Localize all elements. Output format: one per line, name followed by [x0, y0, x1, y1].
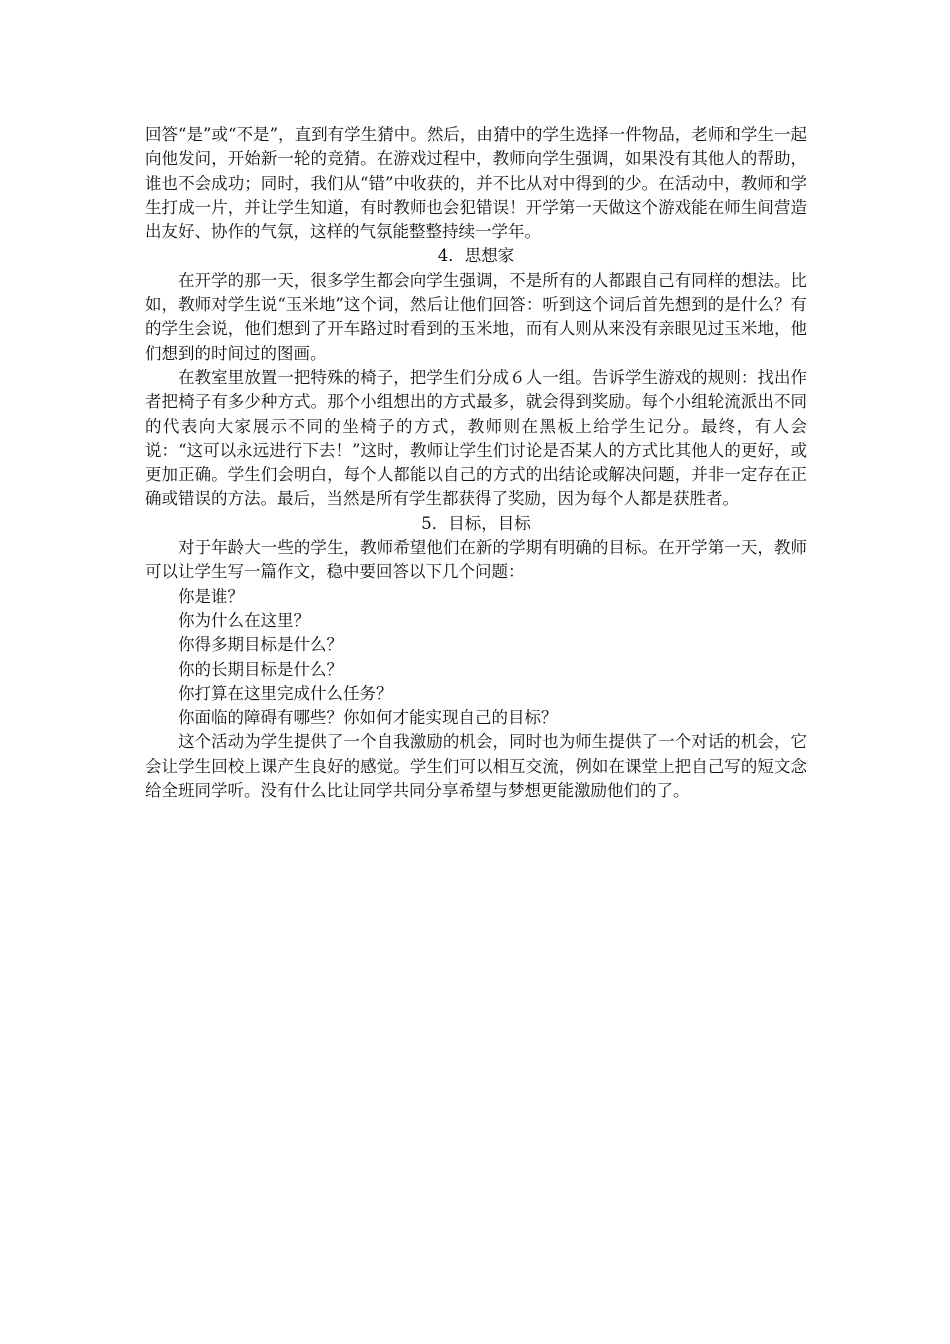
section-heading-goals: 5．目标，目标	[421, 513, 531, 533]
paragraph-goals-intro: 对于年龄大一些的学生，教师希望他们在新的学期有明确的目标。在开学第一天，教师可以让学生写一篇作文，稳中要回答以下几个问题：	[145, 538, 807, 582]
question-why-here: 你为什么在这里？	[178, 610, 310, 630]
paragraph-activity-benefit: 这个活动为学生提供了一个自我激励的机会，同时也为师生提供了一个对话的机会，它会让学生回校上课产生良好的感觉。学生们可以相互交流，例如在课堂上把自己写的短文念给全班同学听。没有什么比让同学共同分享希望与梦想更能激励他们的了。	[145, 732, 807, 801]
document-page	[145, 123, 807, 803]
question-long-term-goal: 你的长期目标是什么？	[178, 659, 343, 679]
question-tasks: 你打算在这里完成什么任务？	[178, 683, 393, 703]
paragraph-thinker-intro: 在开学的那一天，很多学生都会向学生强调，不是所有的人都跟自己有同样的想法。比如，教师对学生说“玉米地”这个词，然后让他们回答：听到这个词后首先想到的是什么？有的学生会说，他们想到了开车路过时看到的玉米地，而有人则从来没有亲眼见过玉米地，他们想到的时间过的图画。	[145, 270, 807, 363]
question-short-term-goal: 你得多期目标是什么？	[178, 635, 343, 655]
question-who-are-you: 你是谁？	[178, 586, 244, 606]
section-heading-thinker: 4．思想家	[437, 246, 515, 266]
paragraph-special-chair-game: 在教室里放置一把特殊的椅子，把学生们分成６人一组。告诉学生游戏的规则：找出作者把椅子有多少种方式。那个小组想出的方式最多，就会得到奖励。每个小组轮流派出不同的代表向大家展示不同的坐椅子的方式，教师则在黑板上给学生记分。最终，有人会说：“这可以永远进行下去！”这时，教师让学生们讨论是否某人的方式比其他人的更好，或更加正确。学生们会明白，每个人都能以自己的方式的出结论或解决问题，并非一定存在正确或错误的方法。最后，当然是所有学生都获得了奖励，因为每个人都是获胜者。	[145, 367, 807, 509]
question-obstacles: 你面临的障碍有哪些？你如何才能实现自己的目标？	[178, 708, 558, 728]
paragraph-game-continuation: 回答“是”或“不是”，直到有学生猜中。然后，由猜中的学生选择一件物品，老师和学生一起向他发问，开始新一轮的竞猜。在游戏过程中，教师向学生强调，如果没有其他人的帮助，谁也不会成功；同时，我们从“错”中收获的，并不比从对中得到的少。在活动中，教师和学生打成一片，并让学生知道，有时教师也会犯错误！开学第一天做这个游戏能在师生间营造出友好、协作的气氛，这样的气氛能整整持续一学年。	[145, 125, 807, 242]
